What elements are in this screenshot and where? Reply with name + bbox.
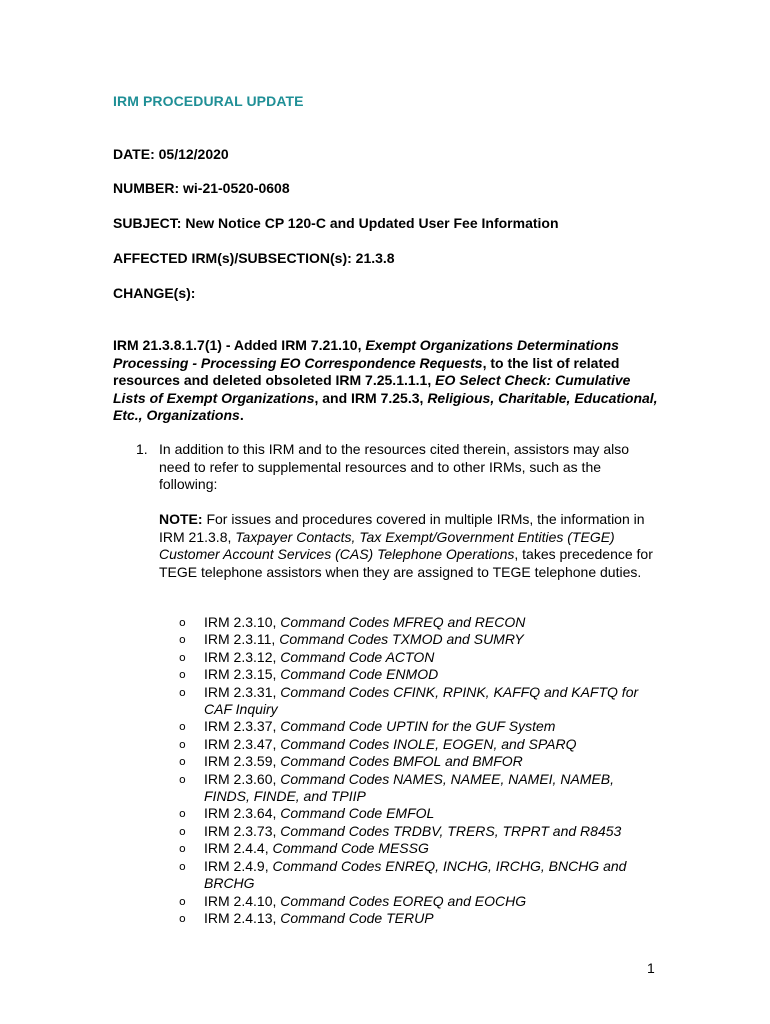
bullet-circle-icon: o bbox=[179, 807, 186, 821]
bullet-circle-icon: o bbox=[179, 650, 186, 664]
number-label: NUMBER: bbox=[113, 180, 180, 196]
change-label: CHANGE(s): bbox=[113, 285, 196, 301]
subject-value: New Notice CP 120-C and Updated User Fee Information bbox=[185, 215, 559, 231]
irm-reference: IRM 2.3.60, bbox=[204, 770, 281, 787]
irm-reference: IRM 2.3.31, bbox=[204, 683, 281, 700]
note-text: For issues and procedures covered in multiple IRMs, the information in IRM 21.3.8, bbox=[159, 511, 645, 545]
list-item bbox=[159, 631, 659, 648]
irm-reference: IRM 2.4.13, bbox=[204, 909, 281, 926]
page-title: IRM PROCEDURAL UPDATE bbox=[113, 93, 304, 109]
list-item bbox=[159, 893, 659, 910]
list-item bbox=[159, 858, 659, 893]
affected-value: 21.3.8 bbox=[355, 250, 395, 266]
bullet-circle-icon: o bbox=[179, 720, 186, 734]
bullet-circle-icon: o bbox=[179, 894, 186, 908]
irm-title: Command Code ACTON bbox=[280, 648, 435, 665]
bullet-circle-icon: o bbox=[179, 772, 186, 786]
bullet-circle-icon: o bbox=[179, 755, 186, 769]
irm-title: Command Code MESSG bbox=[272, 840, 429, 857]
bullet-circle-icon: o bbox=[179, 685, 186, 699]
irm-title: Command Codes EOREQ and EOCHG bbox=[280, 892, 527, 909]
date-label: DATE: bbox=[113, 146, 155, 162]
change-description bbox=[113, 337, 658, 425]
irm-title: Command Codes NAMES, NAMEE, NAMEI, NAMEB, FINDS, FINDE, and TPIIP bbox=[204, 770, 615, 805]
list-item bbox=[159, 823, 659, 840]
irm-reference: IRM 2.4.9, bbox=[204, 857, 273, 874]
affected-label: AFFECTED IRM(s)/SUBSECTION(s): bbox=[113, 250, 352, 266]
date-value: 05/12/2020 bbox=[158, 146, 229, 162]
irm-reference: IRM 2.3.59, bbox=[204, 753, 281, 770]
affected-line bbox=[113, 250, 395, 266]
bullet-circle-icon: o bbox=[179, 859, 186, 873]
list-item bbox=[159, 614, 659, 631]
bullet-circle-icon: o bbox=[179, 737, 186, 751]
note-label: NOTE: bbox=[159, 511, 203, 527]
irm-title: Command Code UPTIN for the GUF System bbox=[280, 718, 556, 735]
list-item bbox=[159, 753, 659, 770]
bullet-circle-icon: o bbox=[179, 633, 186, 647]
list-item bbox=[159, 771, 659, 806]
list-item bbox=[159, 736, 659, 753]
change-text: , and IRM 7.25.3, bbox=[314, 389, 428, 406]
irm-title: Command Codes MFREQ and RECON bbox=[280, 614, 526, 630]
irm-reference: IRM 2.3.64, bbox=[204, 805, 281, 822]
irm-reference-list bbox=[159, 614, 659, 927]
note-paragraph bbox=[159, 511, 659, 581]
irm-reference: IRM 2.3.10, bbox=[204, 614, 281, 630]
irm-title: Command Code ENMOD bbox=[280, 666, 439, 683]
change-italic-title: Exempt Organizations Determinations Processing - Processing EO Correspondence Requests bbox=[113, 337, 619, 371]
irm-reference: IRM 2.3.15, bbox=[204, 666, 281, 683]
irm-reference: IRM 2.3.47, bbox=[204, 735, 281, 752]
irm-reference: IRM 2.3.37, bbox=[204, 718, 281, 735]
number-value: wi-21-0520-0608 bbox=[183, 180, 290, 196]
change-text: . bbox=[239, 407, 244, 423]
note-text: , takes precedence for TEGE telephone assistors when they are assigned to TEGE telephone duties. bbox=[159, 546, 653, 580]
number-line bbox=[113, 180, 290, 196]
change-text: IRM 21.3.8.1.7(1) - Added IRM 7.21.10, bbox=[113, 337, 366, 353]
irm-reference: IRM 2.3.11, bbox=[204, 631, 280, 648]
subject-line bbox=[113, 215, 559, 231]
page-number: 1 bbox=[647, 960, 655, 976]
list-item bbox=[159, 805, 659, 822]
list-item bbox=[159, 718, 659, 735]
change-text: , to the list of related resources and deleted obsoleted IRM 7.25.1.1.1, bbox=[113, 354, 620, 388]
note-italic-title: Taxpayer Contacts, Tax Exempt/Government Entities (TEGE) Customer Account Services (CAS) Telephone Operations bbox=[159, 528, 615, 562]
bullet-circle-icon: o bbox=[179, 616, 186, 629]
subject-label: SUBJECT: bbox=[113, 215, 182, 231]
list-item-number: 1. bbox=[136, 441, 148, 457]
list-item bbox=[159, 666, 659, 683]
irm-title: Command Codes ENREQ, INCHG, IRCHG, BNCHG and BRCHG bbox=[204, 857, 627, 892]
bullet-circle-icon: o bbox=[179, 911, 186, 925]
irm-title: Command Codes CFINK, RPINK, KAFFQ and KAFTQ for CAF Inquiry bbox=[204, 683, 639, 718]
irm-reference: IRM 2.4.4, bbox=[204, 840, 273, 857]
irm-title: Command Codes TRDBV, TRERS, TRPRT and R8453 bbox=[280, 822, 622, 839]
change-italic-title: Religious, Charitable, Educational, Etc., Organizations bbox=[113, 389, 658, 423]
list-item bbox=[159, 840, 659, 857]
bullet-circle-icon: o bbox=[179, 668, 186, 682]
irm-title: Command Codes BMFOL and BMFOR bbox=[280, 753, 523, 770]
bullet-circle-icon: o bbox=[179, 824, 186, 838]
change-italic-title: EO Select Check: Cumulative Lists of Exempt Organizations bbox=[113, 372, 631, 406]
irm-reference: IRM 2.4.10, bbox=[204, 892, 281, 909]
date-line bbox=[113, 146, 229, 162]
list-item bbox=[159, 684, 659, 719]
list-item bbox=[159, 910, 659, 927]
irm-title: Command Codes TXMOD and SUMRY bbox=[279, 631, 524, 648]
bullet-circle-icon: o bbox=[179, 842, 186, 856]
irm-title: Command Codes INOLE, EOGEN, and SPARQ bbox=[280, 735, 577, 752]
irm-reference: IRM 2.3.73, bbox=[204, 822, 281, 839]
irm-title: Command Code TERUP bbox=[280, 909, 434, 926]
list-item bbox=[159, 649, 659, 666]
irm-title: Command Code EMFOL bbox=[280, 805, 435, 822]
irm-reference: IRM 2.3.12, bbox=[204, 648, 281, 665]
list-item-text: In addition to this IRM and to the resources cited therein, assistors may also need to refer to supplemental resources and to other IRMs, such as the following: bbox=[159, 441, 630, 492]
